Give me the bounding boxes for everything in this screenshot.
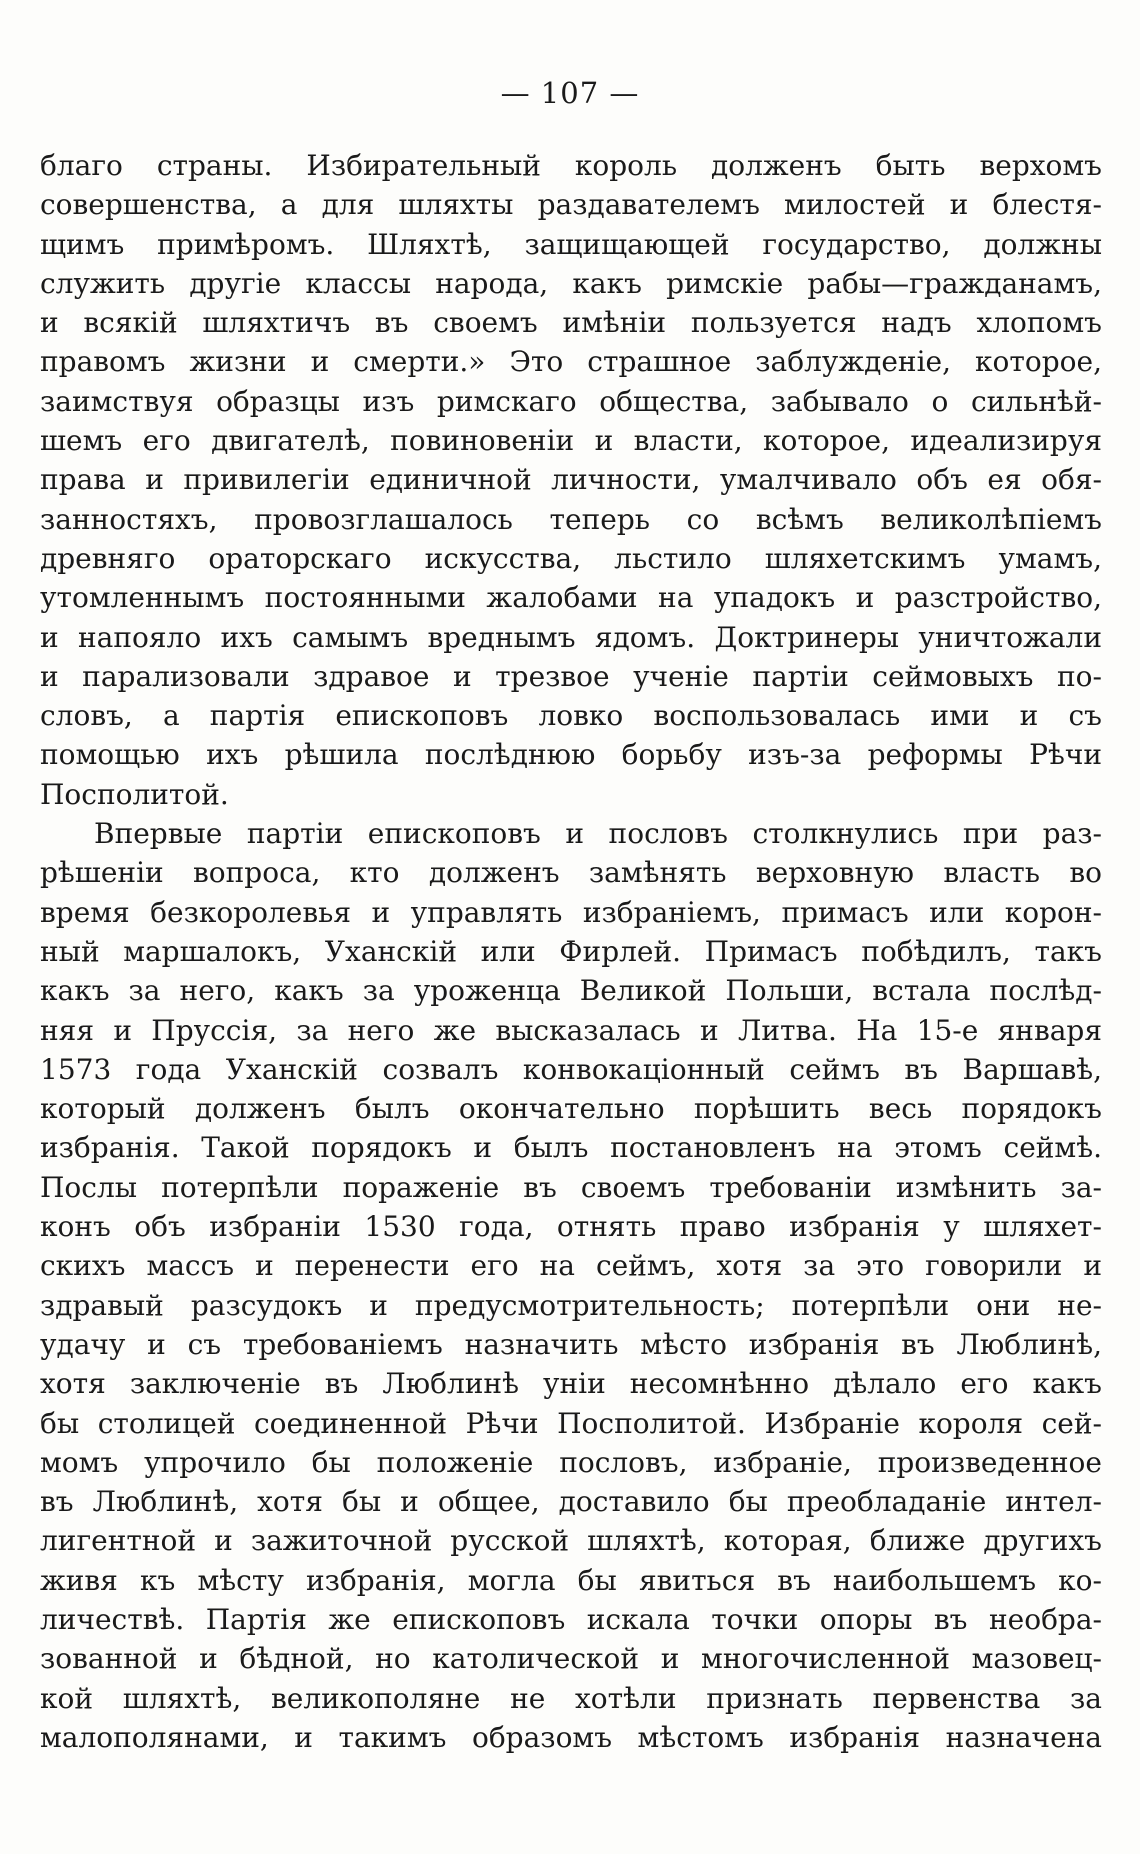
text-line: ный маршалокъ, Уханскій или Фирлей. Примасъ побѣдилъ, такъ: [40, 934, 1102, 968]
text-line: словъ, а партія епископовъ ловко воспользовалась ими и съ: [40, 699, 1102, 733]
text-line: служить другіе классы народа, какъ римскіе рабы—гражданамъ,: [40, 266, 1102, 300]
text-line: и напояло ихъ самымъ вреднымъ ядомъ. Доктринеры уничтожали: [40, 620, 1102, 654]
text-line: скихъ массъ и перенести его на сеймъ, хотя за это говорили и: [40, 1249, 1102, 1283]
text-line: въ Люблинѣ, хотя бы и общее, доставило бы преобладаніе интел-: [40, 1485, 1102, 1519]
text-line: лигентной и зажиточной русской шляхтѣ, которая, ближе другихъ: [40, 1524, 1102, 1558]
paragraph: [40, 146, 1102, 814]
text-line: живя къ мѣсту избранія, могла бы явиться въ наибольшемъ ко-: [40, 1563, 1102, 1597]
text-line: Впервые партіи епископовъ и пословъ столкнулись при раз-: [94, 817, 1102, 851]
paragraph: [40, 814, 1102, 1757]
text-line: древняго ораторскаго искусства, льстило шляхетскимъ умамъ,: [40, 541, 1102, 575]
text-line: 1573 года Уханскій созвалъ конвокаціонный сеймъ въ Варшавѣ,: [40, 1052, 1102, 1086]
text-line: момъ упрочило бы положеніе пословъ, избраніе, произведенное: [40, 1445, 1102, 1479]
text-line: шемъ его двигателѣ, повиновеніи и власти, которое, идеализируя: [40, 424, 1102, 458]
text-line: занностяхъ, провозглашалось теперь со всѣмъ великолѣпіемъ: [40, 502, 1102, 536]
text-line: избранія. Такой порядокъ и былъ постановленъ на этомъ сеймѣ.: [40, 1131, 1102, 1165]
text-line: бы столицей соединенной Рѣчи Посполитой. Избраніе короля сей-: [40, 1406, 1102, 1440]
text-line: малополянами, и такимъ образомъ мѣстомъ избранія назначена: [40, 1720, 1102, 1754]
text-line: зованной и бѣдной, но католической и многочисленной мазовец-: [40, 1642, 1102, 1676]
text-line: заимствуя образцы изъ римскаго общества, забывало о сильнѣй-: [40, 384, 1102, 418]
text-line: и парализовали здравое и трезвое ученіе партіи сеймовыхъ по-: [40, 659, 1102, 693]
text-line: хотя заключеніе въ Люблинѣ уніи несомнѣнно дѣлало его какъ: [40, 1367, 1102, 1401]
text-line: который долженъ былъ окончательно порѣшить весь порядокъ: [40, 1092, 1102, 1126]
text-line: благо страны. Избирательный король долженъ быть верхомъ: [40, 149, 1102, 182]
text-line: и всякій шляхтичъ въ своемъ имѣніи пользуется надъ хлопомъ: [40, 306, 1102, 340]
page-number: — 107 —: [500, 76, 640, 110]
text-line: утомленнымъ постоянными жалобами на упадокъ и разстройство,: [40, 581, 1102, 615]
text-line: какъ за него, какъ за уроженца Великой Польши, встала послѣд-: [40, 974, 1102, 1008]
text-line: права и привилегіи единичной личности, умалчивало объ ея обя-: [40, 463, 1102, 497]
text-line: конъ объ избраніи 1530 года, отнять право избранія у шляхет-: [40, 1210, 1102, 1244]
text-line: Послы потерпѣли пораженіе въ своемъ требованіи измѣнить за-: [40, 1170, 1102, 1204]
text-line: няя и Пруссія, за него же высказалась и Литва. На 15-е января: [40, 1013, 1102, 1047]
text-line: помощью ихъ рѣшила послѣднюю борьбу изъ-за реформы Рѣчи: [40, 738, 1102, 772]
text-line: рѣшеніи вопроса, кто долженъ замѣнять верховную власть во: [40, 856, 1102, 890]
body-text: [40, 146, 1102, 1757]
text-line: правомъ жизни и смерти.» Это страшное заблужденіе, которое,: [40, 345, 1102, 379]
text-line: Посполитой.: [40, 777, 229, 811]
text-line: совершенства, а для шляхты раздавателемъ милостей и блестя-: [40, 188, 1102, 222]
text-line: личествѣ. Партія же епископовъ искала точки опоры въ необра-: [40, 1602, 1102, 1636]
text-line: время безкоролевья и управлять избраніемъ, примасъ или корон-: [40, 895, 1102, 929]
text-line: здравый разсудокъ и предусмотрительность; потерпѣли они не-: [40, 1288, 1102, 1322]
text-line: удачу и съ требованіемъ назначить мѣсто избранія въ Люблинѣ,: [40, 1327, 1102, 1361]
text-line: кой шляхтѣ, великополяне не хотѣли признать первенства за: [40, 1681, 1102, 1715]
text-line: щимъ примѣромъ. Шляхтѣ, защищающей государство, должны: [40, 227, 1102, 261]
